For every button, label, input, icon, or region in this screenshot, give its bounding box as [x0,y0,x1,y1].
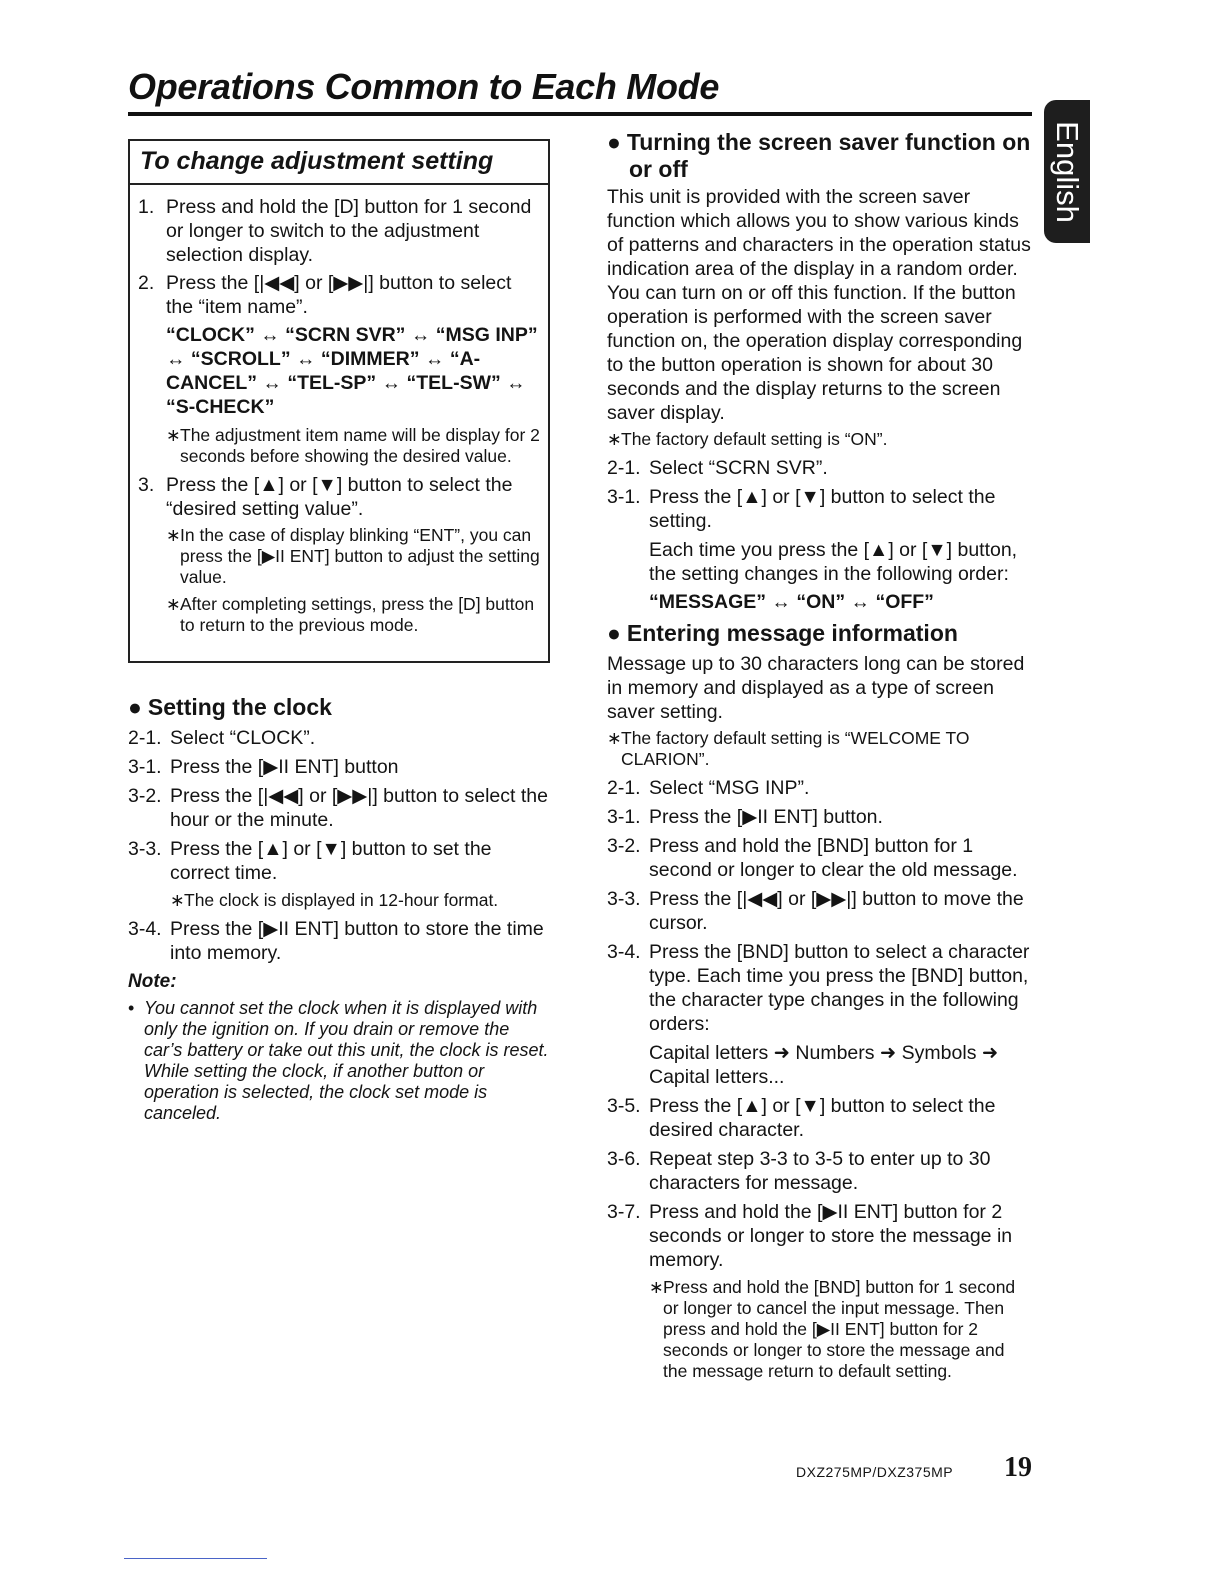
footer-rule [124,1558,267,1559]
step-number: 3-2. [607,835,641,857]
screensaver-heading [607,129,1031,183]
step-text: Press the [▶II ENT] button to store the time into memory. [170,918,544,964]
list-item [607,1200,1031,1272]
step-number: 3-3. [128,838,162,860]
item-name-choices: “CLOCK” ↔ “SCRN SVR” ↔ “MSG INP” ↔ “SCROLL” ↔ “DIMMER” ↔ “A-CANCEL” ↔ “TEL-SP” ↔ “TEL-SW” ↔ “S-CHECK” [166,324,538,418]
message-default-note: ∗ The factory default setting is “WELCOME TO CLARION”. [607,728,1031,770]
list-item [128,755,552,779]
language-tab [1044,100,1090,243]
step-number: 3-2. [128,785,162,807]
list-item [128,726,552,750]
note-item: ∗ In the case of display blinking “ENT”, you can press the [▶II ENT] button to adjust the setting value. [166,525,540,588]
page-title: Operations Common to Each Mode [128,66,720,107]
step-text: Press the [▲] or [▼] button to set the correct time. [170,838,492,884]
step-text: Press the [BND] button to select a character type. Each time you press the [BND] button, the character type changes in the following orders: [649,941,1030,1035]
page-number: 19 [1004,1452,1032,1483]
step-number: 3-1. [128,756,162,778]
note-text: • You cannot set the clock when it is displayed with only the ignition on. If you drain or remove the car’s battery or take out this unit, the clock is reset. While setting the clock, if another button or operation is selected, the clock set mode is canceled. [128,998,552,1124]
step-number: 1. [138,196,155,218]
step-text: Press the [▲] or [▼] button to select the “desired setting value”. [166,474,513,520]
step-text: Press the [▶II ENT] button [170,756,399,778]
step-number: 2-1. [128,727,162,749]
step-text: Press the [▶II ENT] button. [649,806,883,828]
bullet-icon: ● [607,129,621,155]
note-item: ∗ The clock is displayed in 12-hour format. [170,890,552,911]
bullet-icon: ● [607,620,621,646]
step-text: Select “CLOCK”. [170,727,316,749]
clock-section [128,694,552,1124]
note-item: ∗ Press and hold the [BND] button for 1 second or longer to cancel the input message. Then press and hold the [▶II ENT] button for 2 seconds or longer to store the message and the message return to default setting. [649,1277,1031,1382]
list-item [607,940,1031,1036]
step-text: Press the [|◀◀] or [▶▶|] button to move the cursor. [649,888,1024,934]
step-number: 3-3. [607,888,641,910]
step-number: 3. [138,474,155,496]
bullet-icon: ● [128,694,142,720]
list-item [128,917,552,965]
list-item [138,271,540,319]
message-heading-text: Entering message information [626,620,958,646]
step-text: Press the [|◀◀] or [▶▶|] button to select the hour or the minute. [170,785,548,831]
screensaver-heading-line2: or off [629,156,688,182]
list-item [607,776,1031,800]
step-text: Select “SCRN SVR”. [649,457,828,479]
step-text: Press the [|◀◀] or [▶▶|] button to select the “item name”. [166,272,512,318]
step-number: 3-4. [128,918,162,940]
screensaver-heading-line1: Turning the screen saver function on [626,129,1031,155]
screensaver-sub-text: Each time you press the [▲] or [▼] button, the setting changes in the following order: [649,539,1018,585]
list-item [138,195,540,267]
step-text: Select “MSG INP”. [649,777,810,799]
character-type-order: Capital letters ➜ Numbers ➜ Symbols ➜ Capital letters... [649,1042,999,1088]
list-item [138,473,540,521]
adjustment-setting-box [128,139,550,663]
step-number: 3-5. [607,1095,641,1117]
screensaver-intro: This unit is provided with the screen saver function which allows you to show various kinds of patterns and characters in the operation status indication area of the display in a random order. You can turn on or off this function. If the button operation is performed with the screen saver function on, the operation display corresponding to the button operation is shown for about 30 seconds and the display returns to the screen saver display. [607,186,1031,424]
step-text: Press the [▲] or [▼] button to select the setting. [649,486,996,532]
step-text: Repeat step 3-3 to 3-5 to enter up to 30 characters for message. [649,1148,991,1194]
list-item [607,887,1031,935]
message-intro: Message up to 30 characters long can be stored in memory and displayed as a type of screen saver setting. [607,653,1025,723]
list-item [607,834,1031,882]
step-number: 2. [138,272,155,294]
step-number: 3-1. [607,486,641,508]
clock-heading [128,694,552,721]
title-rule [128,112,1032,116]
step-text: Press the [▲] or [▼] button to select the desired character. [649,1095,996,1141]
list-item [128,784,552,832]
step-number: 3-4. [607,941,641,963]
message-heading [607,620,1031,647]
step-number: 3-1. [607,806,641,828]
adjustment-box-title: To change adjustment setting [130,141,548,185]
list-item [607,456,1031,480]
note-item: ∗ The adjustment item name will be display for 2 seconds before showing the desired value. [166,425,540,467]
note-label: Note: [128,971,177,992]
list-item [607,485,1031,533]
note-item: ∗ After completing settings, press the [D] button to return to the previous mode. [166,594,540,636]
step-text: Press and hold the [▶II ENT] button for 2 seconds or longer to store the message in memory. [649,1201,1013,1271]
list-item [128,837,552,885]
step-number: 3-7. [607,1201,641,1223]
step-number: 2-1. [607,777,641,799]
clock-heading-text: Setting the clock [147,694,332,720]
list-item [607,1147,1031,1195]
list-item [607,805,1031,829]
screensaver-default-note: ∗ The factory default setting is “ON”. [607,429,1031,450]
step-number: 2-1. [607,457,641,479]
language-tab-label: English [1050,120,1085,223]
adjustment-box-body [138,195,540,642]
step-text: Press and hold the [BND] button for 1 second or longer to clear the old message. [649,835,1018,881]
model-number: DXZ275MP/DXZ375MP [796,1464,954,1480]
step-text: Press and hold the [D] button for 1 second or longer to switch to the adjustment selection display. [166,196,532,266]
right-column [607,129,1031,1388]
list-item [607,1094,1031,1142]
step-number: 3-6. [607,1148,641,1170]
screensaver-choices: “MESSAGE” ↔ “ON” ↔ “OFF” [649,591,934,613]
